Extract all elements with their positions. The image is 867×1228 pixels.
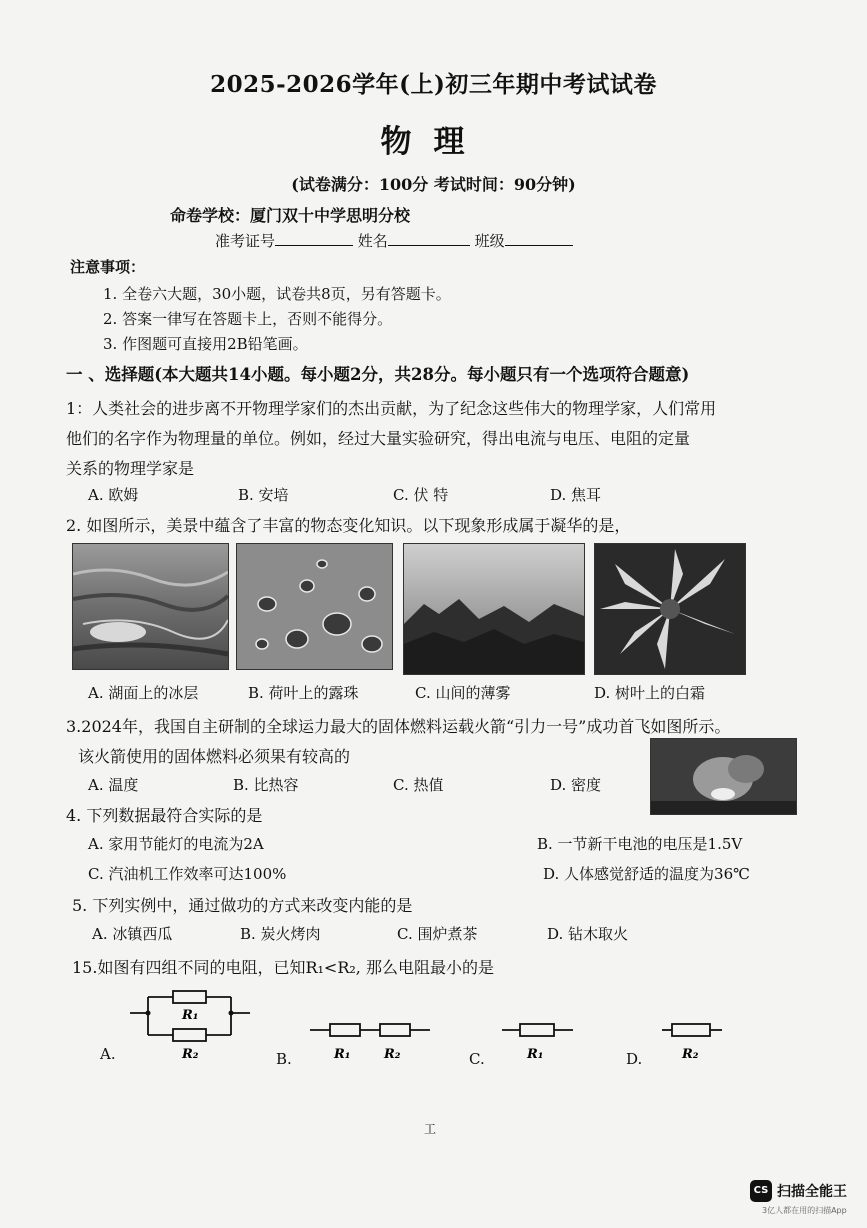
exam-number-blank [275,231,353,246]
q1-option-c: C. 伏 特 [393,486,449,504]
q1-option-d: D. 焦耳 [550,486,602,504]
q1-option-b: B. 安培 [238,486,289,504]
r1-label: R₁ [334,1047,351,1062]
r2-label: R₂ [384,1047,401,1062]
dewdrop-leaf-photo [236,543,393,670]
note-item: 3. 作图题可直接用2B铅笔画。 [103,335,308,353]
class-blank [505,231,573,246]
q4-option-b: B. 一节新干电池的电压是1.5V [537,835,743,853]
q15-option-c: C. [469,1050,485,1068]
parallel-circuit-diagram [128,983,253,1068]
note-item: 2. 答案一律写在答题卡上，否则不能得分。 [103,310,393,328]
q3-option-d: D. 密度 [550,776,602,794]
q2-option-c: C. 山间的薄雾 [415,684,511,702]
ice-lake-photo [72,543,229,670]
exam-meta: (试卷满分：100分 考试时间：90分钟) [291,175,576,194]
q15-option-a: A. [100,1045,116,1063]
q4-option-c: C. 汽油机工作效率可达100% [88,865,287,883]
q15-option-d: D. [626,1050,643,1068]
scanner-logo-icon: CS [750,1180,772,1202]
q15-stem: 15.如图有四组不同的电阻，已知R₁<R₂, 那么电阻最小的是 [72,958,494,977]
q2-option-a: A. 湖面上的冰层 [88,684,199,702]
q4-stem: 4. 下列数据最符合实际的是 [66,806,263,825]
q3-option-c: C. 热值 [393,776,444,794]
r2-label: R₂ [682,1047,699,1062]
q3-option-a: A. 温度 [88,776,139,794]
scanner-tagline: 3亿人都在用的扫描App [762,1206,847,1215]
page-mark: 工 [424,1122,437,1136]
exam-title: 2025-2026学年(上)初三年期中考试试卷 [210,71,657,98]
r1-label: R₁ [182,1008,199,1023]
q2-option-d: D. 树叶上的白霜 [594,684,706,702]
q5-option-c: C. 围炉煮茶 [397,925,478,943]
scanner-watermark: 扫描全能王 [777,1184,847,1200]
section-heading: 一 、选择题(本大题共14小题。每小题2分，共28分。每小题只有一个选项符合题意) [66,365,690,384]
subject-title: 物理 [380,124,487,160]
q5-option-d: D. 钻木取火 [547,925,629,943]
q5-option-b: B. 炭火烤肉 [240,925,321,943]
q1-stem-line: 1：人类社会的进步离不开物理学家们的杰出贡献，为了纪念这些伟大的物理学家，人们常用 [66,399,717,418]
mountain-mist-photo [403,543,585,675]
q3-stem-line: 该火箭使用的固体燃料必须果有较高的 [78,747,351,766]
q3-option-b: B. 比热容 [233,776,299,794]
q4-option-a: A. 家用节能灯的电流为2A [88,835,264,853]
candidate-info-line [215,230,573,251]
q1-stem-line: 关系的物理学家是 [66,459,195,478]
q2-option-b: B. 荷叶上的露珠 [248,684,359,702]
series-circuit-diagram [308,1018,433,1068]
r2-label: R₂ [182,1047,199,1062]
class-label: 班级 [474,232,505,250]
name-blank [388,231,470,246]
single-r1-diagram [500,1018,575,1068]
q1-stem-line: 他们的名字作为物理量的单位。例如，经过大量实验研究，得出电流与电压、电阻的定量 [66,429,691,448]
single-r2-diagram [660,1018,725,1068]
q4-option-d: D. 人体感觉舒适的温度为36℃ [543,865,750,883]
q2-stem: 2. 如图所示，美景中蕴含了丰富的物态变化知识。以下现象形成属于凝华的是， [66,516,631,535]
frost-leaves-photo [594,543,746,675]
q5-option-a: A. 冰镇西瓜 [92,925,173,943]
note-item: 1. 全卷六大题，30小题，试卷共8页，另有答题卡。 [103,285,451,303]
r1-label: R₁ [527,1047,544,1062]
q3-stem-line: 3.2024年，我国自主研制的全球运力最大的固体燃料运载火箭“引力一号”成功首飞如图所示。 [66,717,731,736]
q15-option-b: B. [276,1050,292,1068]
school-line: 命卷学校：厦门双十中学思明分校 [170,206,411,225]
name-label: 姓名 [357,232,388,250]
notes-heading: 注意事项： [70,258,146,276]
q5-stem: 5. 下列实例中，通过做功的方式来改变内能的是 [72,896,413,915]
q1-option-a: A. 欧姆 [88,486,139,504]
rocket-launch-photo [650,738,797,815]
exam-number-label: 准考证号 [215,232,276,250]
